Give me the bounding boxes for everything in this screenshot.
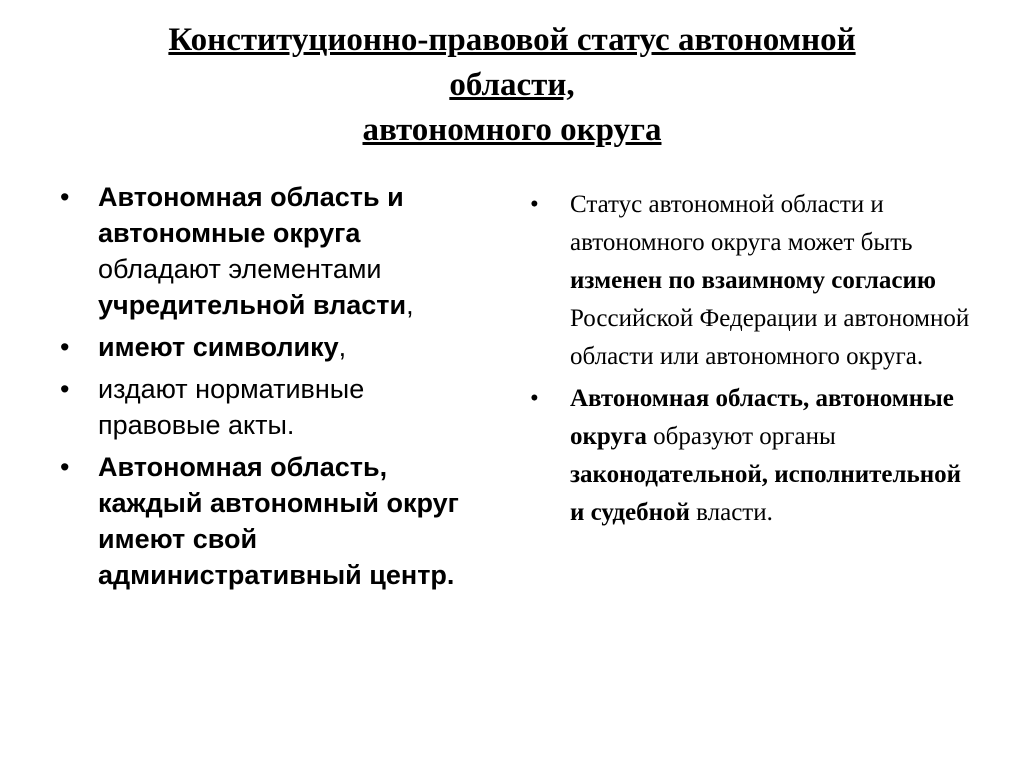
list-item — [60, 371, 460, 443]
text: власти. — [696, 499, 773, 526]
bold-text: изменен по взаимному согласию — [570, 267, 937, 294]
text: , — [406, 290, 414, 320]
bold-text: законодательной, исполнительной и судебной — [570, 461, 962, 526]
bullet-icon: • — [60, 374, 70, 404]
bold-text: имеют символику — [98, 332, 339, 362]
bold-text: Автономная область, каждый автономный округ имеют свой административный центр. — [98, 452, 459, 590]
title-line-1: Конституционно-правовой статус автономной — [168, 22, 856, 58]
list-item — [530, 186, 980, 376]
text: Российской Федерации и автономной области или автономного округа. — [570, 305, 970, 370]
left-bullet-list — [60, 179, 460, 599]
list-item — [60, 329, 460, 365]
right-bullet-list — [530, 186, 980, 536]
bullet-icon: • — [530, 191, 539, 218]
bold-text: Автономная область, автономные округа — [570, 385, 954, 450]
bold-text: учредительной власти — [98, 290, 407, 320]
text: обладают элементами — [98, 254, 382, 284]
title-line-2: области, — [449, 67, 575, 103]
bullet-icon: • — [530, 385, 539, 412]
text: , — [338, 332, 347, 362]
slide-title — [60, 18, 964, 153]
list-item — [530, 380, 980, 532]
bullet-icon: • — [60, 182, 70, 212]
bold-text: Автономная область и автономные округа — [98, 182, 404, 248]
text: Статус автономной области и автономного округа может быть — [570, 191, 913, 256]
bullet-icon: • — [60, 452, 70, 482]
list-item — [60, 449, 460, 593]
list-item — [60, 179, 460, 323]
text: издают нормативные правовые акты. — [98, 374, 365, 440]
bullet-icon: • — [60, 332, 70, 362]
text: образуют органы — [653, 423, 836, 450]
title-line-3: автономного округа — [362, 112, 662, 148]
